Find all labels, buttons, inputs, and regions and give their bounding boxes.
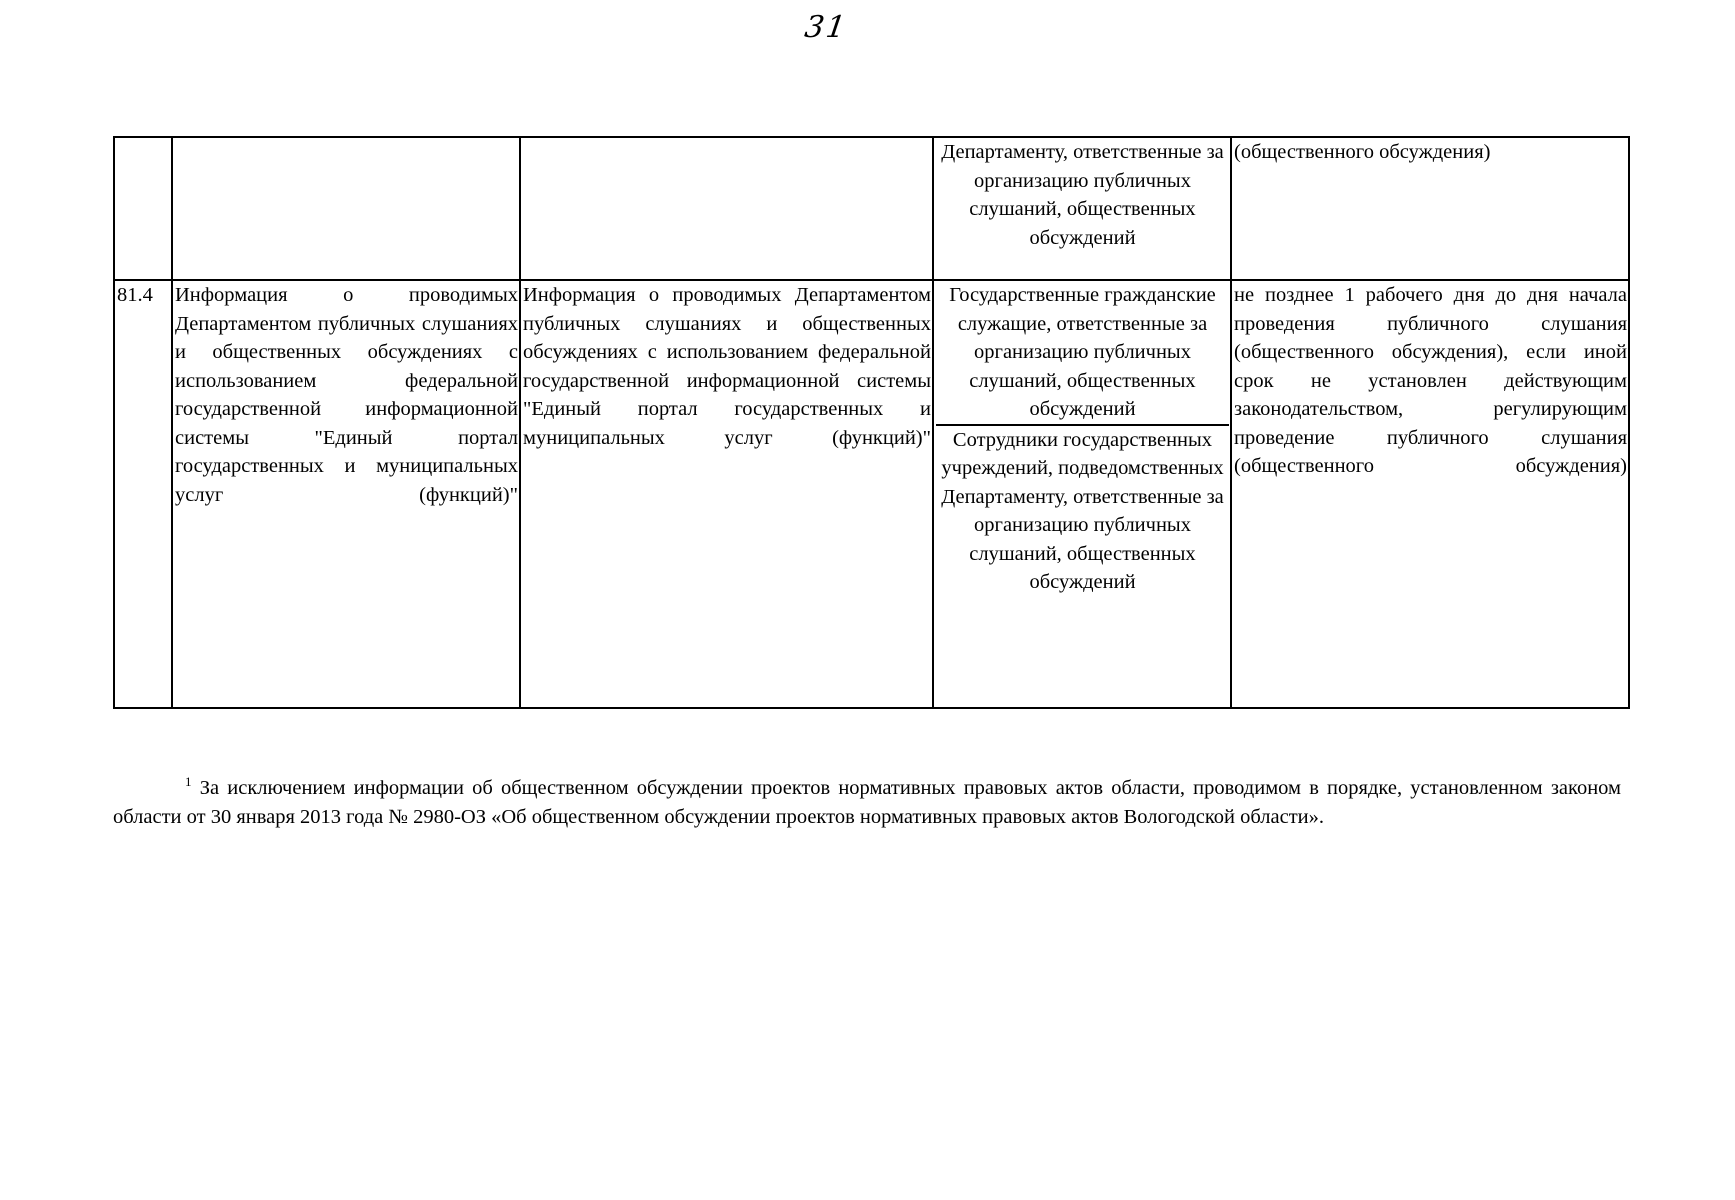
cell-information-content: Информация о проводимых Департаментом публичных слушаниях и общественных обсуждениях с использованием федеральной государственной информационной системы "Единый портал государственных и муниципальных услуг (функций)" <box>520 280 933 708</box>
cell-row-number: 81.4 <box>114 280 172 708</box>
cell-responsible-continued: Департаменту, ответственные за организацию публичных слушаний, общественных обсуждений <box>933 137 1231 280</box>
data-table <box>113 136 1630 709</box>
cell-col2-empty <box>172 137 520 280</box>
responsible-institution-staff: Сотрудники государственных учреждений, подведомственных Департаменту, ответственные за организацию публичных слушаний, общественных обсуждений <box>936 424 1229 597</box>
cell-information-name: Информация о проводимых Департаментом публичных слушаниях и общественных обсуждениях с использованием федеральной государственной информационной системы "Единый портал государственных и муниципальных услуг (функций)" <box>172 280 520 708</box>
page-number: 31 <box>802 10 850 45</box>
table-row <box>114 280 1629 708</box>
footnote-text: За исключением информации об общественном обсуждении проектов нормативных правовых актов области, проводимом в порядке, установленном законом области от 30 января 2013 года № 2980-ОЗ «Об общественном обсуждении проектов нормативных правовых актов Вологодской области». <box>113 777 1622 828</box>
footnote <box>113 768 1621 831</box>
table-row-continuation <box>114 137 1629 280</box>
cell-number-empty <box>114 137 172 280</box>
cell-deadline: не позднее 1 рабочего дня до дня начала проведения публичного слушания (общественного обсуждения), если иной срок не установлен действующим законодательством, регулирующим проведение публичного слушания (общественного обсуждения) <box>1231 280 1629 708</box>
responsible-civil-servants: Государственные гражданские служащие, ответственные за организацию публичных слушаний, общественных обсуждений <box>949 284 1216 420</box>
cell-deadline-continued: (общественного обсуждения) <box>1231 137 1629 280</box>
cell-responsible <box>933 280 1231 708</box>
footnote-marker: 1 <box>185 774 192 789</box>
cell-col3-empty <box>520 137 933 280</box>
